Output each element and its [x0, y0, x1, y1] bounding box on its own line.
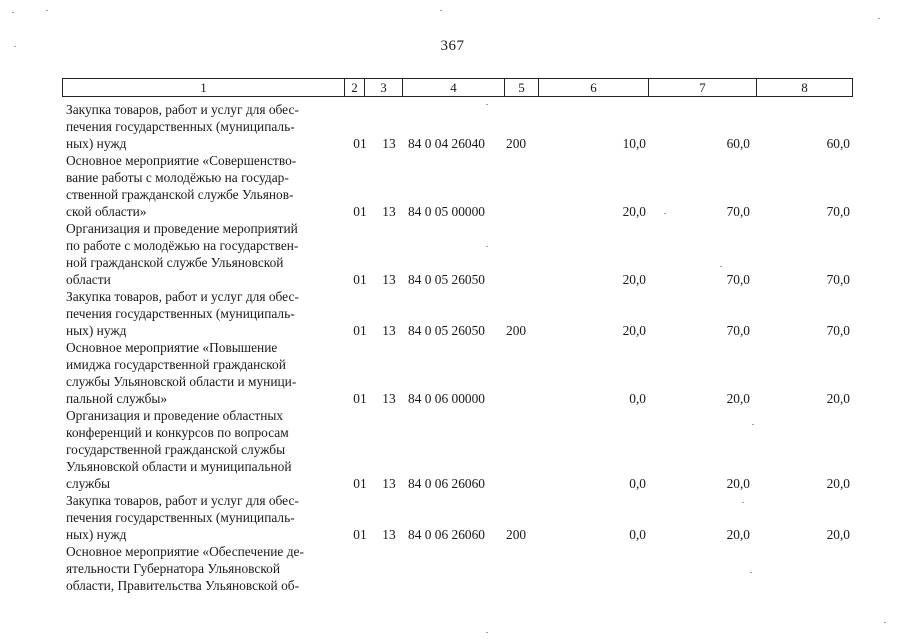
column-header-8: 8 [756, 79, 853, 96]
amount-year-2: 70,0 [726, 323, 750, 338]
section-code: 01 [353, 391, 367, 406]
amount-year-3: 70,0 [826, 272, 850, 287]
row-description-line: имиджа государственной гражданской [66, 357, 286, 372]
scan-speck [12, 12, 14, 13]
row-description-line: Организация и проведение мероприятий [66, 221, 298, 236]
section-code: 01 [353, 527, 367, 542]
row-description [66, 339, 338, 407]
expense-type-code: 200 [506, 527, 527, 542]
subsection-code: 13 [382, 272, 396, 287]
row-description-line: Основное мероприятие «Обеспечение де- [66, 544, 304, 559]
row-description [66, 492, 338, 543]
target-article-code: 84 0 05 26050 [408, 323, 485, 338]
row-description-line: печения государственных (муниципаль- [66, 306, 295, 321]
section-code: 01 [353, 136, 367, 151]
column-header-6: 6 [538, 79, 648, 96]
section-code: 01 [353, 204, 367, 219]
target-article-code: 84 0 06 00000 [408, 391, 485, 406]
row-description-line: пальной службы» [66, 391, 168, 406]
row-description-line: по работе с молодёжью на государствен- [66, 238, 299, 253]
target-article-code: 84 0 06 26060 [408, 527, 485, 542]
scan-speck [46, 10, 48, 11]
row-description [66, 288, 338, 339]
row-description-line: вание работы с молодёжью на государ- [66, 170, 289, 185]
amount-year-3: 20,0 [826, 527, 850, 542]
row-description-line: области [66, 272, 111, 287]
table-row [0, 407, 905, 492]
row-description-line: ной гражданской службе Ульяновской [66, 255, 284, 270]
amount-year-1: 20,0 [622, 204, 646, 219]
amount-year-1: 0,0 [629, 527, 646, 542]
amount-year-1: 10,0 [622, 136, 646, 151]
column-header-3: 3 [364, 79, 402, 96]
table-row [0, 220, 905, 288]
row-description-line: области, Правительства Ульяновской об- [66, 578, 300, 593]
amount-year-1: 0,0 [629, 391, 646, 406]
scan-speck [440, 10, 442, 11]
amount-year-2: 70,0 [726, 204, 750, 219]
row-description-line: ской области» [66, 204, 147, 219]
row-description-line: Закупка товаров, работ и услуг для обес- [66, 493, 299, 508]
subsection-code: 13 [382, 527, 396, 542]
row-description-line: конференций и конкурсов по вопросам [66, 425, 289, 440]
table-row [0, 492, 905, 543]
row-description-line: ятельности Губернатора Ульяновской [66, 561, 281, 576]
row-description [66, 101, 338, 152]
row-description-line: ных) нужд [66, 527, 127, 542]
target-article-code: 84 0 06 26060 [408, 476, 485, 491]
row-description-line: ных) нужд [66, 323, 127, 338]
scan-speck [486, 246, 488, 247]
scan-speck [486, 104, 488, 105]
subsection-code: 13 [382, 136, 396, 151]
scan-speck [750, 572, 752, 573]
scan-speck [878, 18, 880, 19]
scan-speck [752, 424, 754, 425]
target-article-code: 84 0 05 26050 [408, 272, 485, 287]
scan-speck [664, 213, 666, 214]
row-description [66, 220, 338, 288]
subsection-code: 13 [382, 323, 396, 338]
table-row [0, 543, 905, 594]
table-row [0, 101, 905, 152]
section-code: 01 [353, 476, 367, 491]
row-description-line: службы Ульяновской области и муници- [66, 374, 297, 389]
table-row [0, 339, 905, 407]
amount-year-3: 60,0 [826, 136, 850, 151]
section-code: 01 [353, 323, 367, 338]
row-description [66, 407, 338, 492]
expense-type-code: 200 [506, 136, 527, 151]
scan-speck [14, 46, 16, 47]
table-row [0, 152, 905, 220]
subsection-code: 13 [382, 391, 396, 406]
row-description-line: государственной гражданской службы [66, 442, 286, 457]
target-article-code: 84 0 04 26040 [408, 136, 485, 151]
scan-speck [742, 502, 744, 503]
row-description-line: Закупка товаров, работ и услуг для обес- [66, 102, 299, 117]
expense-type-code: 200 [506, 323, 527, 338]
amount-year-1: 0,0 [629, 476, 646, 491]
scan-speck [884, 622, 886, 623]
section-code: 01 [353, 272, 367, 287]
column-header-7: 7 [648, 79, 756, 96]
row-description-line: Закупка товаров, работ и услуг для обес- [66, 289, 299, 304]
subsection-code: 13 [382, 476, 396, 491]
column-header-5: 5 [504, 79, 538, 96]
page-number: 367 [440, 38, 465, 54]
column-header-4: 4 [402, 79, 504, 96]
amount-year-2: 20,0 [726, 391, 750, 406]
row-description-line: Организация и проведение областных [66, 408, 284, 423]
row-description [66, 152, 338, 220]
row-description-line: Ульяновской области и муниципальной [66, 459, 292, 474]
row-description-line: службы [66, 476, 111, 491]
subsection-code: 13 [382, 204, 396, 219]
row-description-line: печения государственных (муниципаль- [66, 510, 295, 525]
row-description-line: печения государственных (муниципаль- [66, 119, 295, 134]
amount-year-2: 20,0 [726, 527, 750, 542]
table-row [0, 288, 905, 339]
column-header-2: 2 [344, 79, 364, 96]
row-description-line: ных) нужд [66, 136, 127, 151]
row-description-line: Основное мероприятие «Повышение [66, 340, 278, 355]
column-header-1: 1 [62, 79, 344, 96]
row-description-line: Основное мероприятие «Совершенство- [66, 153, 297, 168]
row-description-line: ственной гражданской службе Ульянов- [66, 187, 294, 202]
amount-year-2: 20,0 [726, 476, 750, 491]
amount-year-2: 60,0 [726, 136, 750, 151]
scan-speck [720, 266, 722, 267]
amount-year-3: 20,0 [826, 476, 850, 491]
column-header-row [62, 78, 853, 97]
amount-year-2: 70,0 [726, 272, 750, 287]
amount-year-3: 70,0 [826, 204, 850, 219]
row-description [66, 543, 338, 594]
scan-speck [486, 632, 488, 633]
amount-year-1: 20,0 [622, 323, 646, 338]
target-article-code: 84 0 05 00000 [408, 204, 485, 219]
amount-year-3: 70,0 [826, 323, 850, 338]
amount-year-3: 20,0 [826, 391, 850, 406]
amount-year-1: 20,0 [622, 272, 646, 287]
